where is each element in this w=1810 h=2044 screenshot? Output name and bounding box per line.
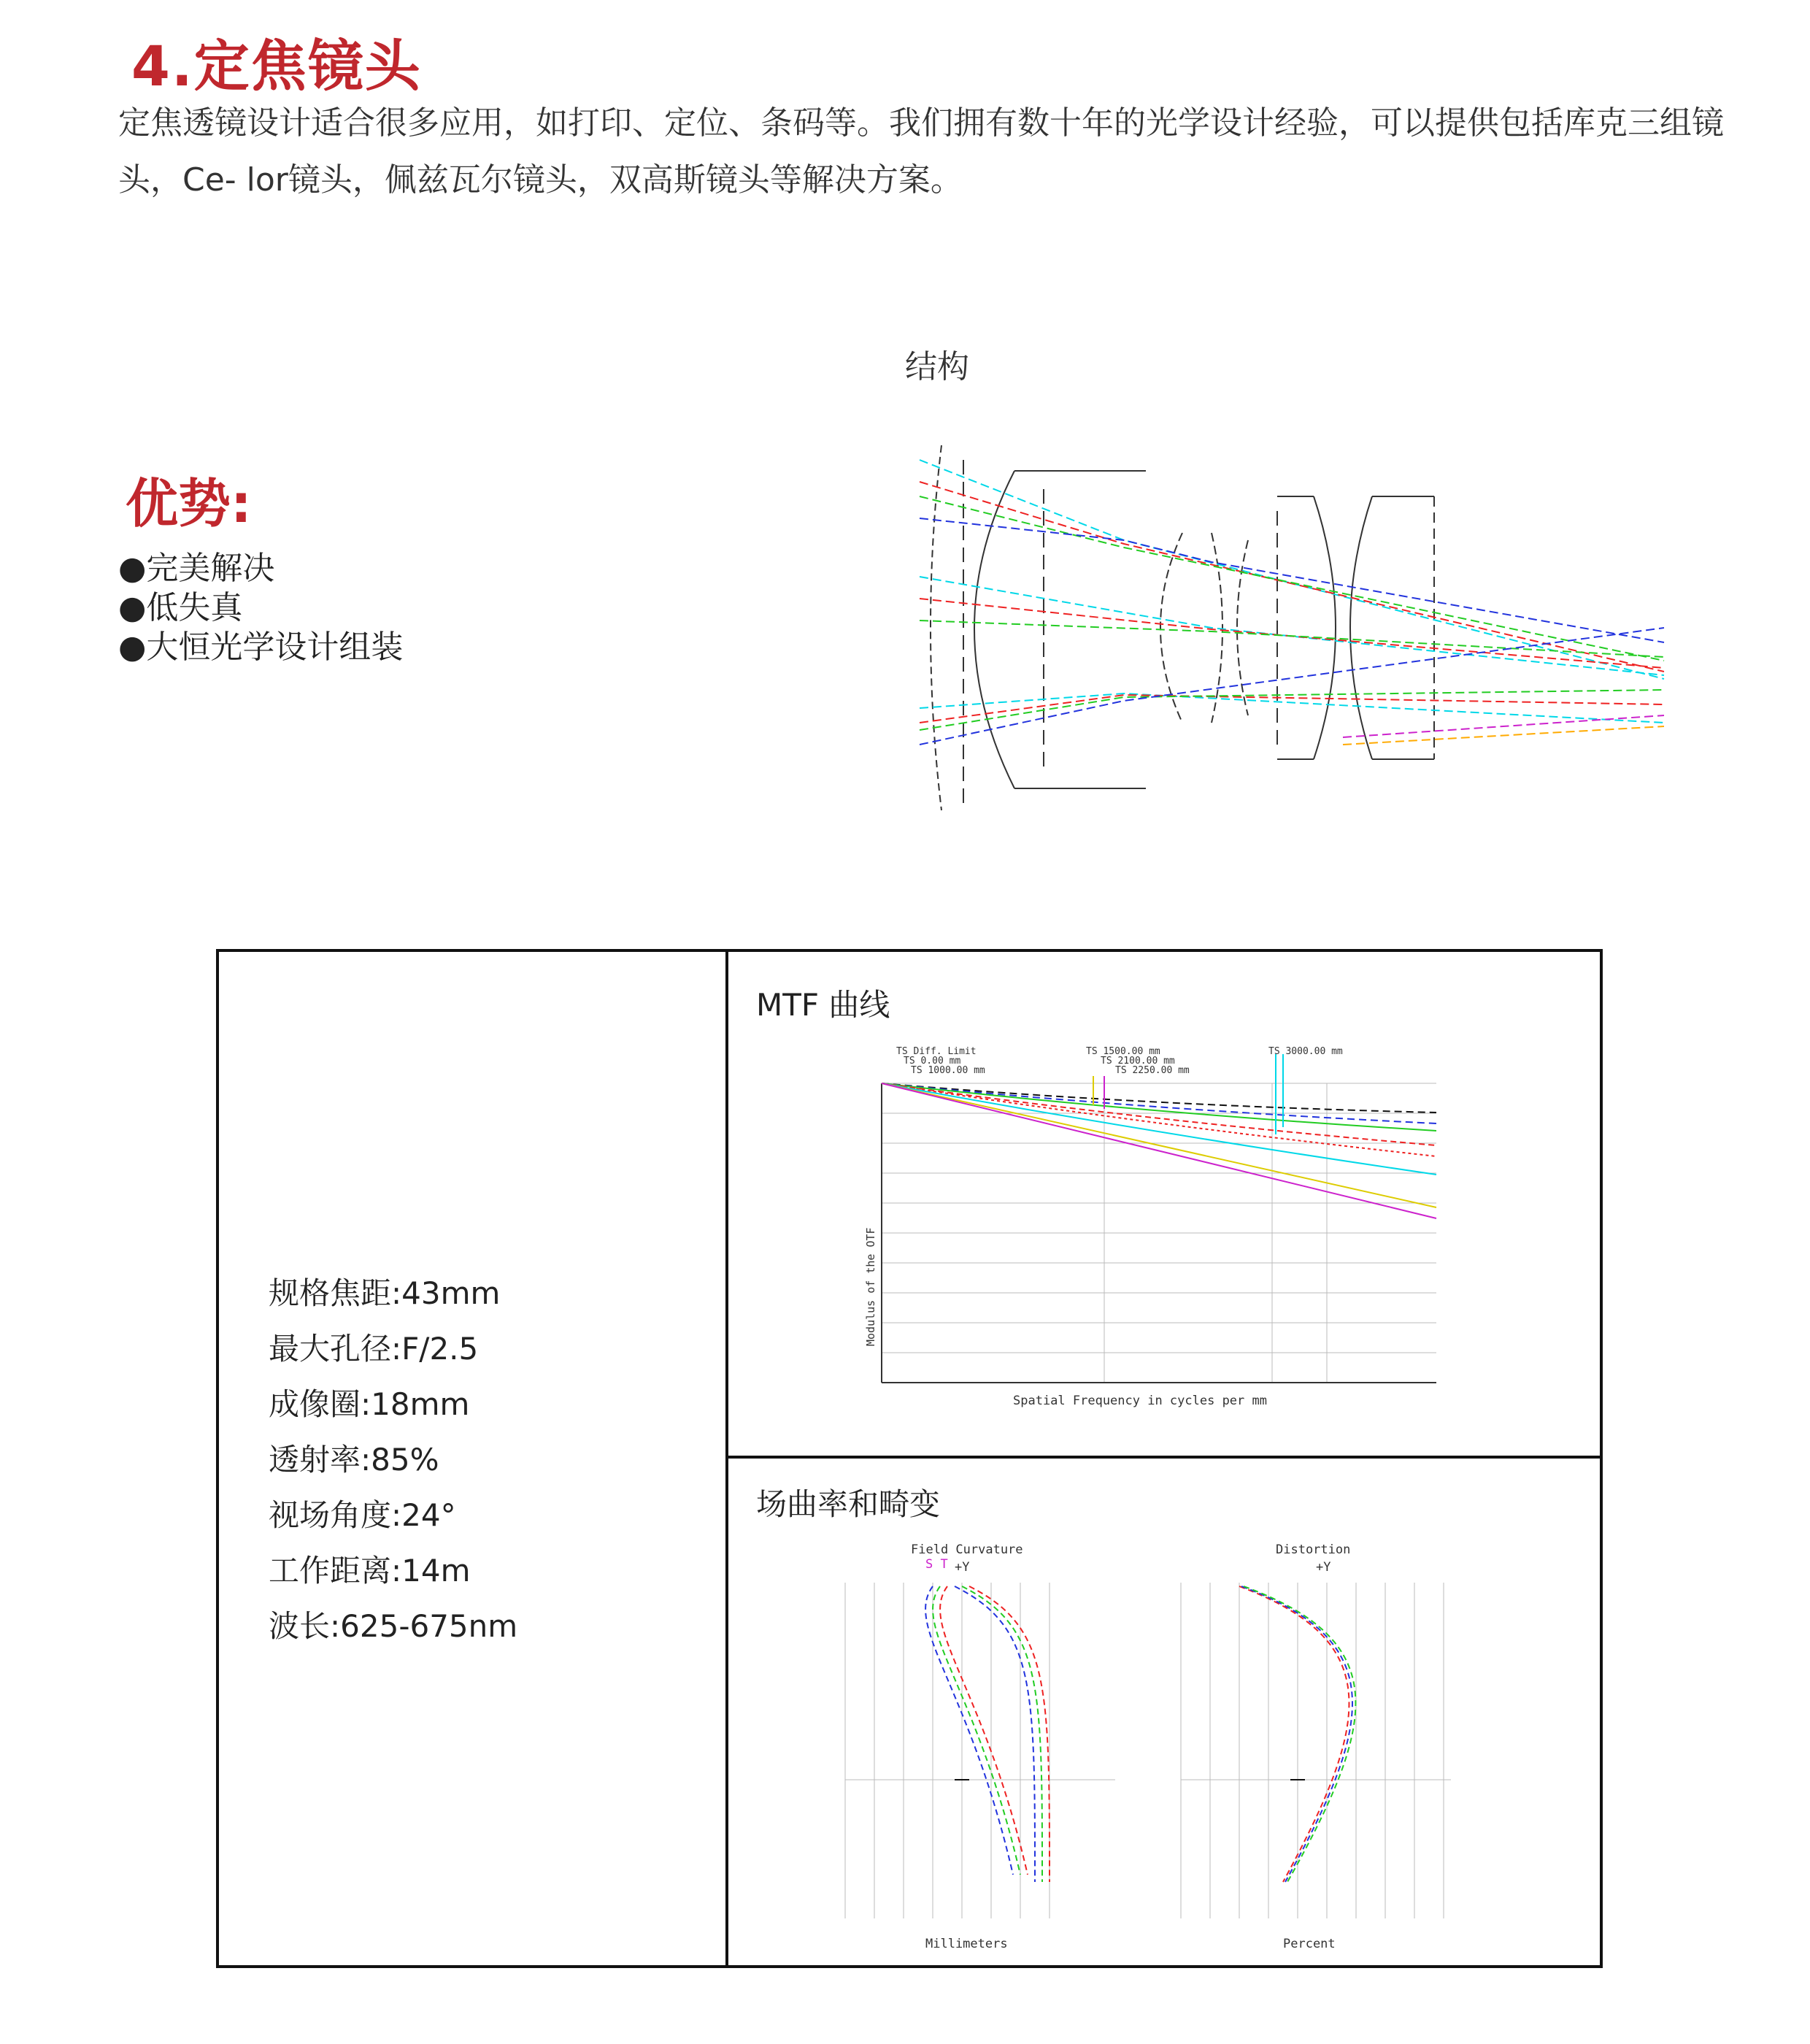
advantages-title: 优势: (126, 473, 252, 534)
fc-axis-top: +Y (955, 1560, 970, 1575)
mtf-legend-4: TS 2100.00 mm (1101, 1056, 1175, 1067)
field-curvature-chart (816, 1539, 1546, 1955)
spec-image-circle: 成像圈:18mm (269, 1386, 470, 1422)
field-curvature-title: 场曲率和畸变 (756, 1486, 941, 1522)
advantages-list (118, 549, 403, 667)
mtf-legend-1: TS 0.00 mm (904, 1056, 961, 1067)
mtf-legend-2: TS 1000.00 mm (911, 1065, 985, 1076)
fc-legend: S T (925, 1557, 948, 1572)
spec-list (269, 1266, 517, 1654)
spec-table (216, 949, 1603, 1968)
lens-rays (920, 460, 1664, 745)
spec-wavelength: 波长:625-675nm (269, 1608, 518, 1644)
mtf-xlabel: Spatial Frequency in cycles per mm (1013, 1394, 1267, 1408)
mtf-legend-0: TS Diff. Limit (896, 1046, 977, 1057)
structure-title: 结构 (905, 348, 969, 385)
spec-focal-length: 规格焦距:43mm (269, 1275, 501, 1311)
advantage-item: ●大恒光学设计组装 (118, 629, 404, 666)
advantage-item: ●完美解决 (118, 550, 275, 587)
mtf-legend-6: TS 3000.00 mm (1268, 1046, 1343, 1057)
dist-xlabel: Percent (1283, 1937, 1336, 1951)
lens-elements (931, 445, 1434, 810)
spec-cell (219, 952, 728, 1965)
intro-paragraph: 定焦透镜设计适合很多应用，如打印、定位、条码等。我们拥有数十年的光学设计经验，可以提供包括库克三组镜头，Ce- lor镜头，佩兹瓦尔镜头，双高斯镜头等解决方案。 (118, 104, 1724, 199)
mtf-ylabel: Modulus of the OTF (864, 1227, 877, 1346)
spec-transmittance: 透射率:85% (269, 1442, 439, 1478)
fc-curves (925, 1586, 1355, 1882)
mtf-legend-3: TS 1500.00 mm (1086, 1046, 1160, 1057)
mtf-curves (882, 1054, 1436, 1218)
mtf-cell (728, 952, 1600, 1459)
spec-aperture: 最大孔径:F/2.5 (269, 1331, 479, 1367)
field-curvature-cell (728, 1459, 1600, 1965)
spec-field-angle: 视场角度:24° (269, 1497, 456, 1533)
mtf-chart (845, 1040, 1473, 1419)
mtf-legend-5: TS 2250.00 mm (1115, 1065, 1190, 1076)
lens-structure-diagram (905, 438, 1693, 818)
dist-title: Distortion (1276, 1542, 1351, 1557)
fc-xlabel: Millimeters (925, 1937, 1008, 1951)
mtf-grid (882, 1083, 1436, 1383)
dist-axis-top: +Y (1316, 1560, 1331, 1575)
fc-grid (845, 1583, 1451, 1918)
advantage-item: ●低失真 (118, 589, 243, 626)
mtf-title: MTF 曲线 (756, 987, 890, 1023)
fc-title: Field Curvature (911, 1542, 1023, 1557)
page-title: 4.定焦镜头 (131, 34, 422, 99)
spec-working-distance: 工作距离:14m (269, 1553, 471, 1588)
